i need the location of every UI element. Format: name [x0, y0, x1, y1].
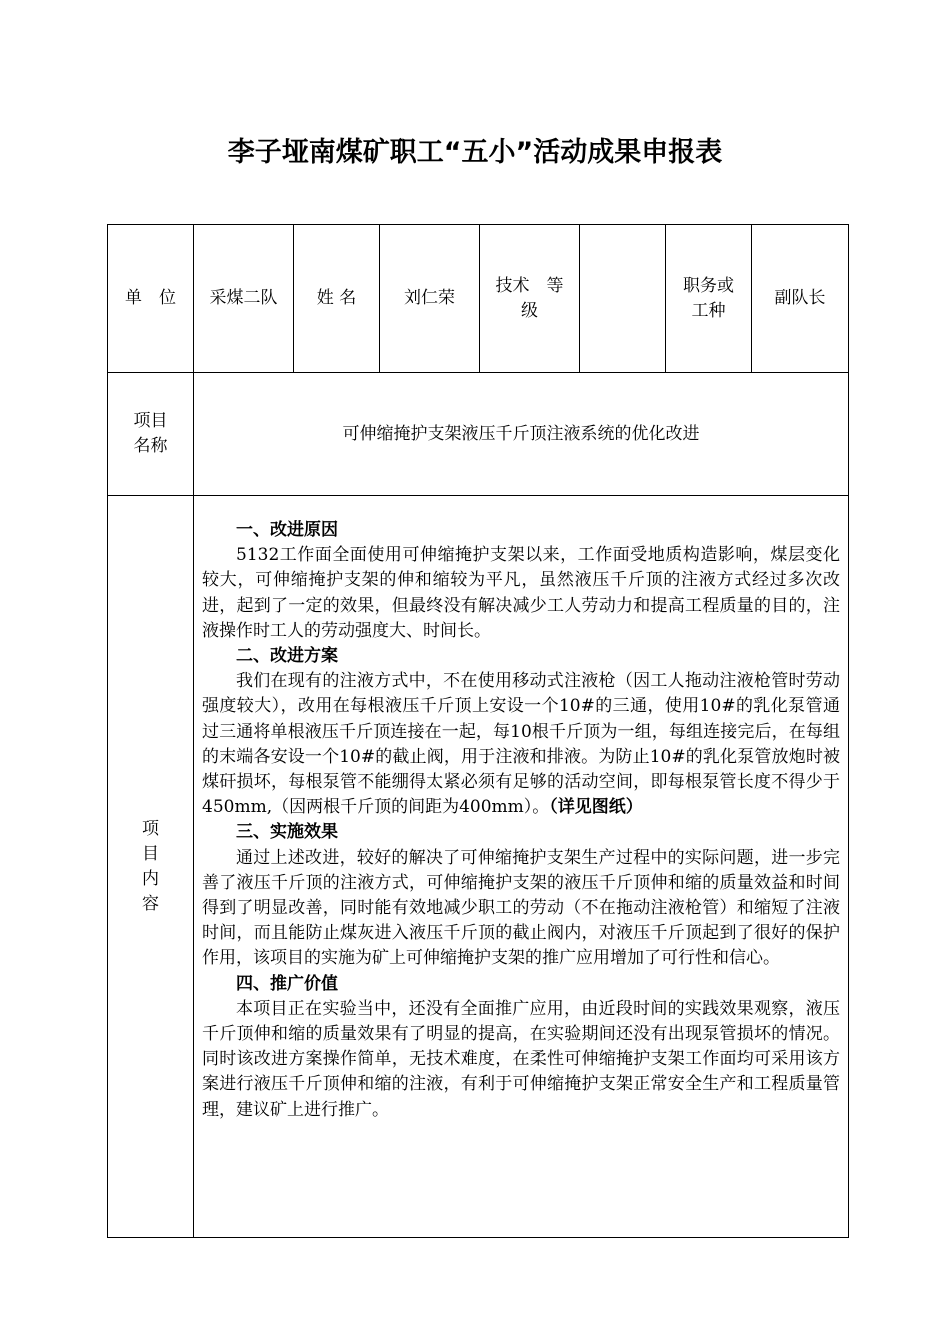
content-label-char: 目 [142, 843, 159, 864]
position-value-cell: 副队长 [752, 225, 849, 373]
section-text: 5132工作面全面使用可伸缩掩护支架以来，工作面受地质构造影响，煤层变化较大，可伸缩掩护支架的伸和缩较为平凡，虽然液压千斤顶的注液方式经过多次改进，起到了一定的效果，但最终没有解决减少工人劳动力和提高工程质量的目的，注液操作时工人的劳动强度大、时间长。 [202, 545, 840, 641]
project-name-label: 项目名称 [133, 411, 168, 456]
section-heading: 二、改进方案 [236, 646, 338, 667]
position-label-cell [666, 225, 752, 373]
application-form-table [107, 224, 849, 1238]
project-content-label-cell [108, 496, 194, 1238]
section-text [202, 669, 840, 820]
header-row [108, 225, 849, 373]
project-name-row [108, 373, 849, 496]
section-text: 通过上述改进，较好的解决了可伸缩掩护支架生产过程中的实际问题，进一步完善了液压千斤顶的注液方式，可伸缩掩护支架的液压千斤顶伸和缩的质量效益和时间得到了明显改善，同时能有效地减少职工的劳动（不在拖动注液枪管）和缩短了注液时间，而且能防止煤灰进入液压千斤顶的截止阀内，对液压千斤顶起到了很好的保护作用，该项目的实施为矿上可伸缩掩护支架的推广应用增加了可行性和信心。 [202, 847, 840, 969]
tech-grade-label: 技术 等级 [495, 275, 564, 321]
project-name-label-cell [108, 373, 194, 496]
unit-label-cell: 单 位 [108, 225, 194, 373]
section-body: 我们在现有的注液方式中，不在使用移动式注液枪（因工人拖动注液枪管时劳动强度较大），改用在每根液压千斤顶上安设一个10#的三通，使用10#的乳化泵管通过三通将单根液压千斤顶连接在一起，每10根千斤顶为一组，每组连接完后，在每组的末端各安设一个10#的截止阀，用于注液和排液。为防止10#的乳化泵管放炮时被煤矸损坏，每根泵管不能绷得太紧必须有足够的活动空间，即每根泵管长度不得少于450mm,（因两根千斤顶的间距为400mm）。 [202, 671, 840, 818]
section-heading: 三、实施效果 [236, 822, 338, 843]
project-content-row [108, 496, 849, 1238]
name-label-cell: 姓 名 [294, 225, 380, 373]
drawing-reference: （详见图纸） [549, 797, 643, 818]
position-label: 职务或工种 [683, 275, 734, 321]
tech-grade-value-cell [580, 225, 666, 373]
name-value-cell: 刘仁荣 [380, 225, 480, 373]
project-content-cell [194, 496, 849, 1238]
project-name-value-cell: 可伸缩掩护支架液压千斤顶注液系统的优化改进 [194, 373, 849, 496]
content-label-char: 容 [142, 893, 159, 914]
section-heading: 一、改进原因 [236, 520, 338, 540]
page-title: 李子垭南煤矿职工“五小”活动成果申报表 [227, 137, 723, 168]
unit-value-cell: 采煤二队 [194, 225, 294, 373]
content-label-char: 项 [142, 818, 159, 839]
section-heading: 四、推广价值 [236, 973, 338, 994]
tech-grade-label-cell [480, 225, 580, 373]
content-label-char: 内 [142, 868, 159, 889]
section-text: 本项目正在实验当中，还没有全面推广应用，由近段时间的实践效果观察，液压千斤顶伸和缩的质量效果有了明显的提高，在实验期间还没有出现泵管损坏的情况。同时该改进方案操作简单，无技术难度，在柔性可伸缩掩护支架工作面均可采用该方案进行液压千斤顶伸和缩的注液，有利于可伸缩掩护支架正常安全生产和工程质量管理，建议矿上进行推广。 [202, 998, 840, 1120]
